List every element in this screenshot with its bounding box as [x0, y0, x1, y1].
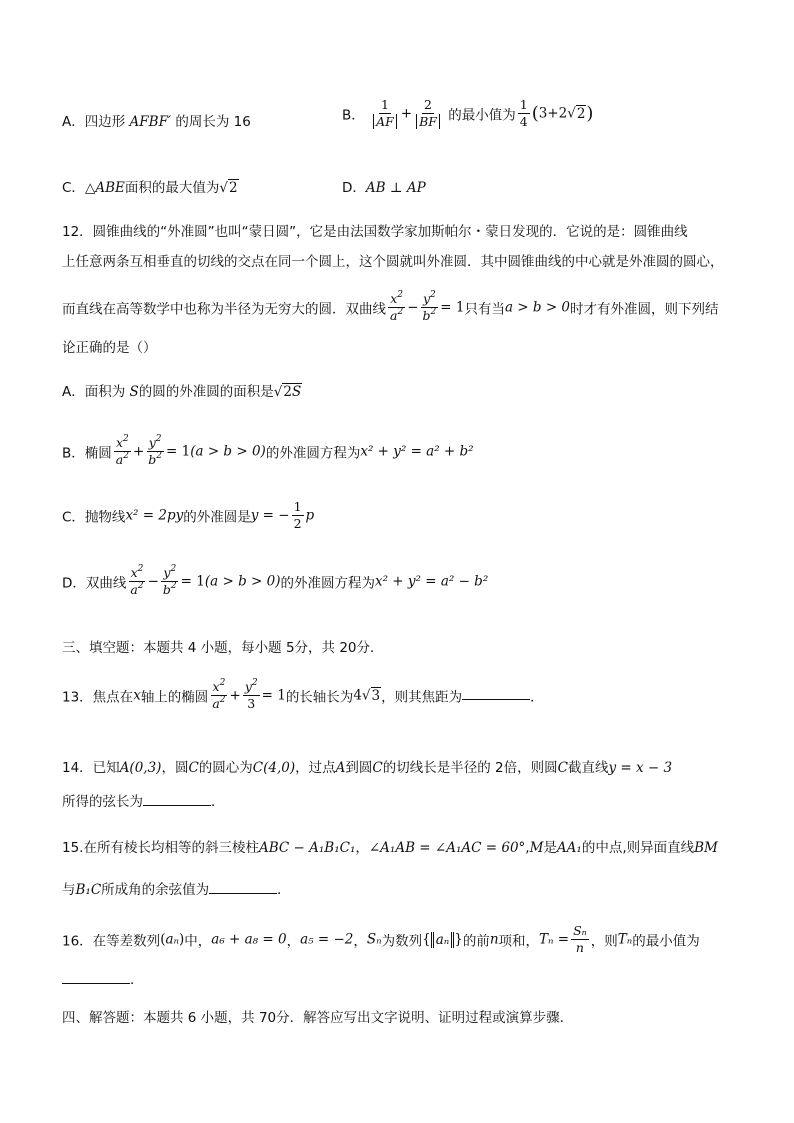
q11-option-b: B． $\frac{1}{AF}$ + $\frac{2}{BF}$ 的最小值为 $\frac{1}{4}$ (3+2√2) — [342, 97, 594, 129]
q15-answer-blank[interactable] — [209, 881, 277, 894]
q12-option-b: B．椭圆 $\frac{x^2}{a^2}$ + $\frac{y^2}{b^2}$ = 1(a > b > 0)的外准圆方程为x² + y² = a² + b² — [62, 434, 474, 467]
q12-line-3: 而直线在高等数学中也称为半径为无穷大的圆．双曲线 $\frac{x^2}{a^2}$ − $\frac{y^2}{b^2}$ = 1只有当a > b > 0时才有外准圆，则下列结 — [62, 290, 719, 323]
section-4-heading: 四、解答题：本题共 6 小题，共 70分．解答应写出文字说明、证明过程或演算步骤． — [62, 1010, 574, 1026]
q16-line-1: 16．在等差数列(aₙ)中，a₆ + a₈ = 0，a₅ = −2，Sₙ为数列{ aₙ }的前n项和，Tₙ = $\frac{\text{Sₙ}}{n}$ ，则Tₙ的最小值为 — [62, 923, 700, 955]
section-3-heading: 三、填空题：本题共 4 小题，每小题 5分，共 20分． — [62, 640, 384, 656]
q12-option-d: D．双曲线 $\frac{x^2}{a^2}$ − $\frac{y^2}{b^2}$ = 1(a > b > 0)的外准圆方程为x² + y² = a² − b² — [62, 564, 489, 597]
q16-line-2: ． — [62, 968, 144, 988]
q11-option-c: C．△ABE面积的最大值为√2 — [62, 180, 238, 196]
q13: 13．焦点在x轴上的椭圆 $\frac{x^2}{a^2}$ + $\frac{y^2}{3}$ = 1的长轴长为4√3，则其焦距为 ． — [62, 678, 544, 711]
q14-line-2: 所得的弦长为 ． — [62, 794, 225, 810]
q12-line-4: 论正确的是（） — [62, 340, 157, 356]
q13-answer-blank[interactable] — [462, 687, 530, 700]
q15-line-2: 与B₁C所成角的余弦值为 ． — [62, 882, 291, 898]
q15-line-1: 15.在所有棱长均相等的斜三棱柱ABC − A₁B₁C₁，∠A₁AB = ∠A₁AC = 60°,M是AA₁的中点,则异面直线BM — [62, 840, 718, 856]
q11-option-a: A．四边形 AFBF′ 的周长为 16 — [62, 114, 251, 130]
q12-option-a: A．面积为 S的圆的外准圆的面积是√2S — [62, 384, 302, 400]
q12-line-2: 上任意两条互相垂直的切线的交点在同一个圆上，这个圆就叫外准圆．其中圆锥曲线的中心就是外准圆的圆心， — [62, 254, 724, 270]
q12-line-1: 12．圆锥曲线的“外准圆”也叫“蒙日圆”，它是由法国数学家加斯帕尔・蒙日发现的．它说的是：圆锥曲线 — [62, 224, 688, 240]
q16-answer-blank[interactable] — [62, 971, 130, 984]
q14-answer-blank[interactable] — [143, 793, 211, 806]
q11-option-d: D．AB ⊥ AP — [342, 180, 426, 196]
q14-line-1: 14．已知A(0,3)，圆C的圆心为C(4,0)，过点A到圆C的切线长是半径的 2倍，则圆C截直线y = x − 3 — [62, 760, 673, 776]
q12-option-c: C．抛物线x² = 2py的外准圆是y = − $\frac{1}{2}$ p — [62, 499, 315, 531]
